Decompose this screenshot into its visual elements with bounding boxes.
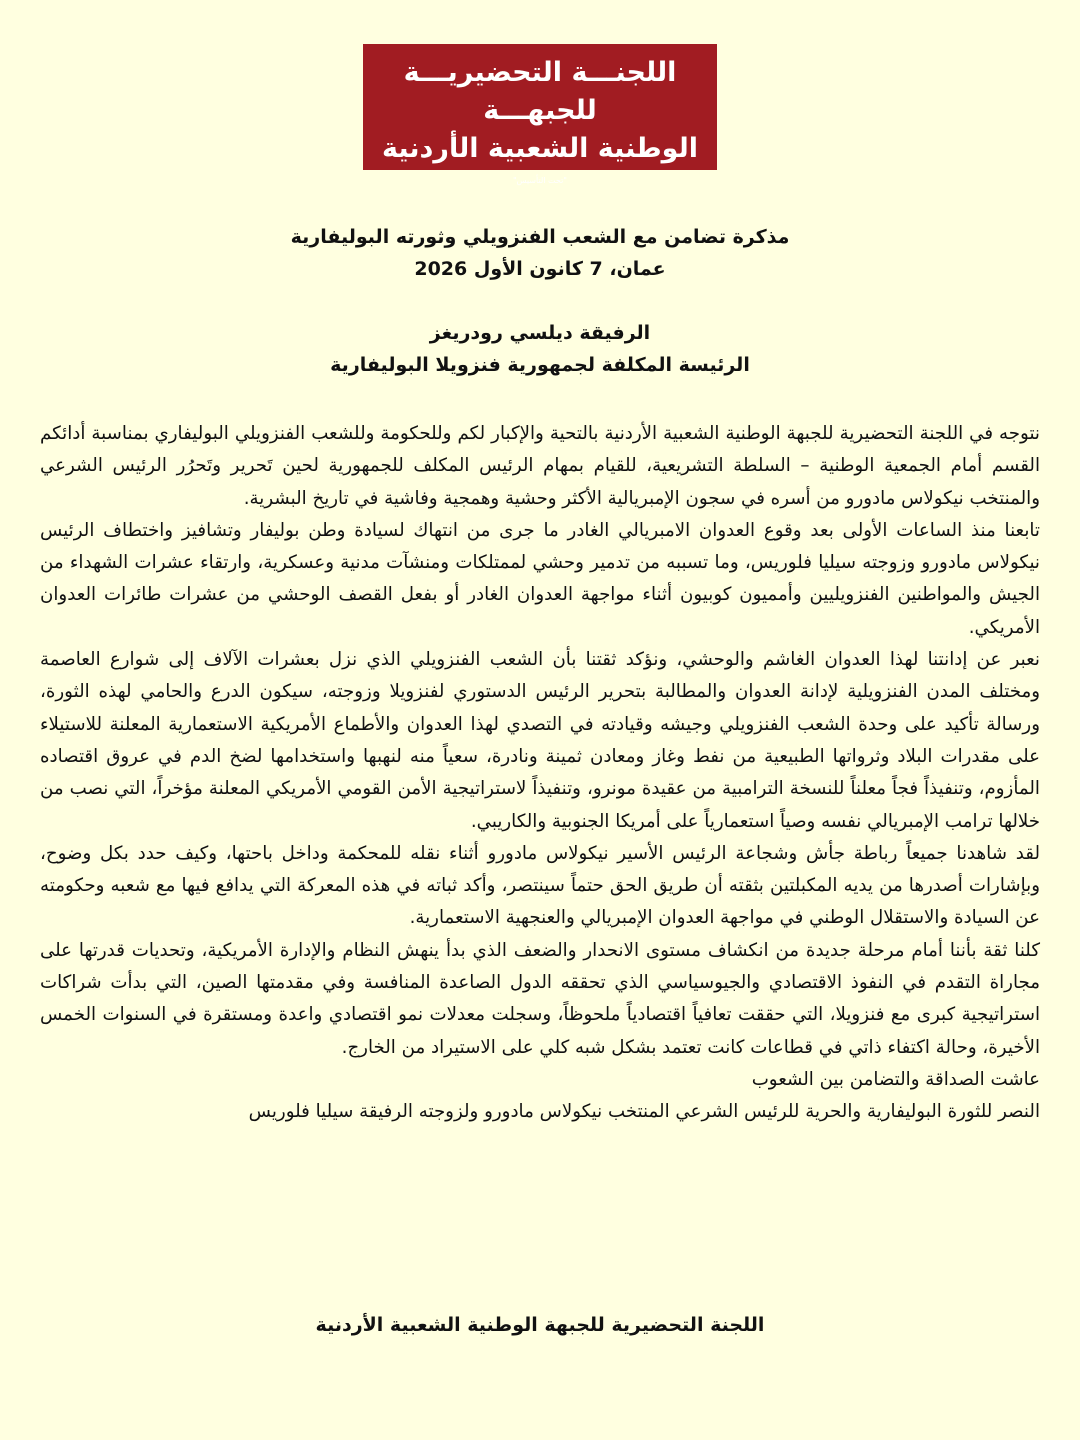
body-paragraph: نتوجه في اللجنة التحضيرية للجبهة الوطنية الشعبية الأردنية بالتحية والإكبار لكم وللحكومة وللشعب الفنزويلي البوليفاري بمناسبة أدائكم القسم أمام الجمعية الوطنية – السلطة التشريعية، للقيام بمهام الرئيس المكلف للجمهورية لحين تَحرير وتَحرُر الرئيس الشرعي والمنتخب نيكولاس مادورو من أسره في سجون الإمبريالية الأكثر وحشية وهمجية وفاشية في تاريخ البشرية. xyxy=(40,423,1040,509)
logo-line-2: الوطنية الشعبية الأردنية xyxy=(382,133,698,164)
closing-slogan: النصر للثورة البوليفارية والحرية للرئيس الشرعي المنتخب نيكولاس مادورو ولزوجته الرفيقة سيليا فلوريس xyxy=(248,1101,1040,1123)
organization-logo xyxy=(363,44,717,185)
body-paragraph: كلنا ثقة بأننا أمام مرحلة جديدة من انكشاف مستوى الانحدار والضعف الذي بدأ ينهش النظام والإدارة الأمريكية، وتحديات قدرتها على مجاراة التقدم في النفوذ الاقتصادي والجيوسياسي الذي تحققه الدول الصاعدة المنافسة وفي مقدمتها الصين، التي بدأت شراكات استراتيجية كبرى مع فنزويلا، التي حققت تعافياً اقتصادياً ملحوظاً، وسجلت معدلات نمو اقتصادي واعدة ومستقرة في السنوات الخمس الأخيرة، وحالة اكتفاء ذاتي في قطاعات كانت تعتمد بشكل شبه كلي على الاستيراد من الخارج. xyxy=(40,939,1040,1058)
body-paragraph: نعبر عن إدانتنا لهذا العدوان الغاشم والوحشي، ونؤكد ثقتنا بأن الشعب الفنزويلي الذي نزل بعشرات الآلاف إلى شوارع العاصمة ومختلف المدن الفنزويلية لإدانة العدوان والمطالبة بتحرير الرئيس الدستوري لفنزويلا وزوجته، سيكون الدرع والحامي لهذه الثورة، ورسالة تأكيد على وحدة الشعب الفنزويلي وجيشه وقيادته في التصدي لهذا العدوان والأطماع الأمريكية الاستعمارية المعلنة للاستيلاء على مقدرات البلاد وثرواتها الطبيعية من نفط وغاز ومعادن ثمينة ونادرة، سعياً منه لنهبها واستخدامها لضخ الدم في عروق اقتصاده المأزوم، وتنفيذاً فجاً معلناً للنسخة الترامبية من عقيدة مونرو، وتنفيذاً لاستراتيجية الأمن القومي الأمريكي المعلنة مؤخراً، التي نصب من خلالها ترامب الإمبريالي نفسه وصياً استعمارياً على أمريكا الجنوبية والكاريبي. xyxy=(40,649,1040,832)
recipient-position: الرئيسة المكلفة لجمهورية فنزويلا البوليفارية xyxy=(330,354,750,376)
signature: اللجنة التحضيرية للجبهة الوطنية الشعبية الأردنية xyxy=(315,1314,765,1336)
logo-subtitle: "تحت التأسيس" xyxy=(513,176,567,185)
recipient-name: الرفيقة ديلسي رودريغز xyxy=(429,322,651,344)
body-paragraph: تابعنا منذ الساعات الأولى بعد وقوع العدوان الامبريالي الغادر ما جرى من انتهاك لسيادة وطن بوليفار وتشافيز واختطاف الرئيس نيكولاس مادورو وزوجته سيليا فلوريس، وما تسببه من تدمير وحشي لممتلكات ومنشآت مدنية وعسكرية، وارتقاء عشرات الشهداء من الجيش والمواطنين الفنزويليين وأمميون كوبيون أثناء مواجهة العدوان الغادر أو بفعل القصف الوحشي من عشرات طائرات العدوان الأمريكي. xyxy=(40,519,1040,638)
document-date: عمان، 7 كانون الأول 2026 xyxy=(414,258,666,280)
letter-body xyxy=(40,418,1040,1129)
body-paragraph: لقد شاهدنا جميعاً رباطة جأش وشجاعة الرئيس الأسير نيكولاس مادورو أثناء نقله للمحكمة وداخل باحتها، وكيف حدد بكل وضوح، وبإشارات أصدرها من يديه المكبلتين بثقته أن طريق الحق حتماً سينتصر، وأكد ثباته في هذه المعركة التي يدافع فيها مع شعبه وحكومته عن السيادة والاستقلال الوطني في مواجهة العدوان الإمبريالي والعنجهية الاستعمارية. xyxy=(40,842,1040,929)
document-title: مذكرة تضامن مع الشعب الفنزويلي وثورته البوليفارية xyxy=(290,226,790,248)
closing-slogan: عاشت الصداقة والتضامن بين الشعوب xyxy=(751,1068,1040,1090)
logo-line-1: اللجنـــة التحضيريـــة للجبهـــة xyxy=(403,57,677,126)
